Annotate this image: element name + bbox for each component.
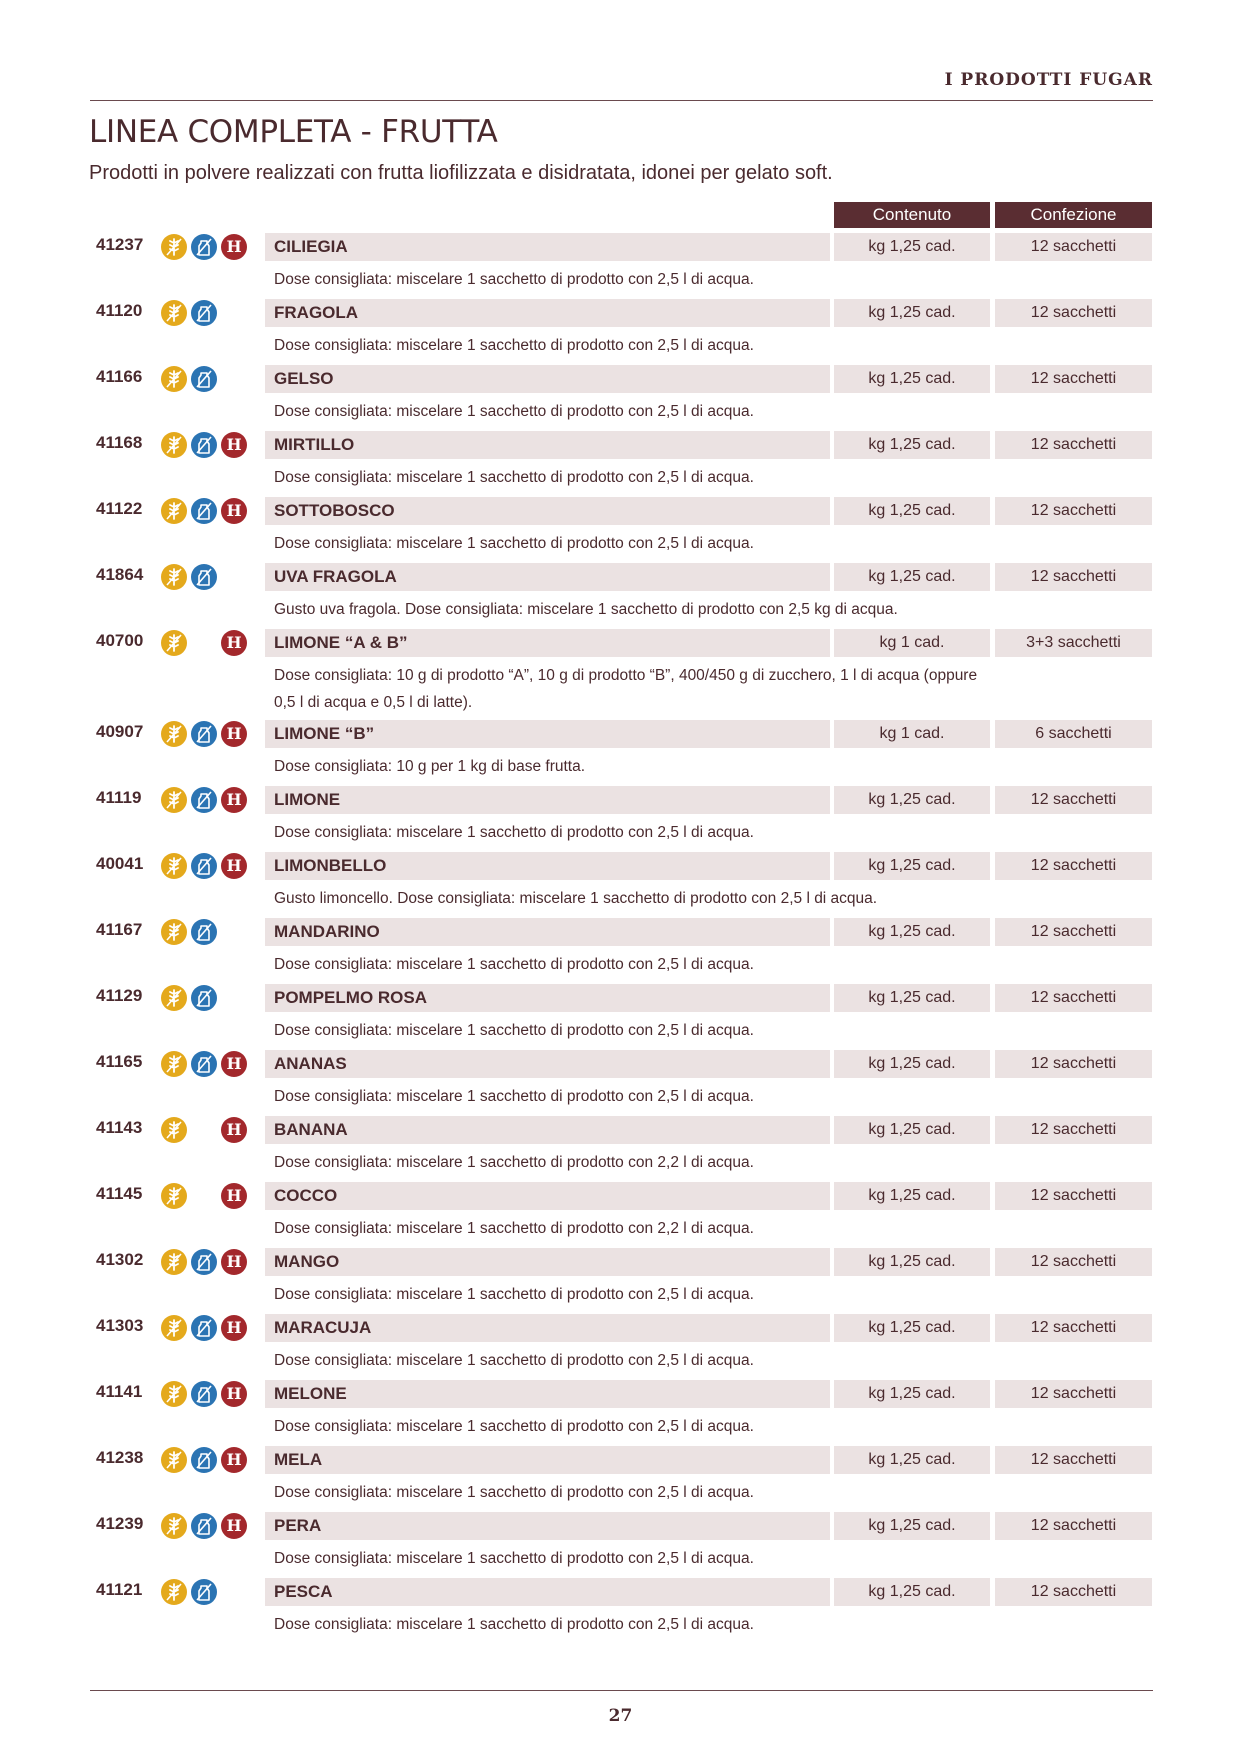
product-confezione: 12 sacchetti <box>1030 923 1117 940</box>
lactose-free-icon <box>191 432 217 458</box>
product-code: 41166 <box>96 367 143 386</box>
product-name: COCCO <box>274 1186 338 1205</box>
column-header-confezione: Confezione <box>995 202 1152 228</box>
gluten-free-icon <box>161 1381 187 1407</box>
product-confezione: 12 sacchetti <box>1030 791 1117 808</box>
product-code: 41120 <box>96 301 143 320</box>
column-header-contenuto: Contenuto <box>834 202 990 228</box>
product-code: 41141 <box>96 1382 143 1401</box>
lactose-free-icon <box>191 498 217 524</box>
halal-icon: H <box>221 1051 247 1077</box>
running-head: I PRODOTTI FUGAR <box>944 70 1153 90</box>
product-description: Dose consigliata: miscelare 1 sacchetto di prodotto con 2,5 l di acqua. <box>274 1088 754 1105</box>
product-description: Gusto uva fragola. Dose consigliata: miscelare 1 sacchetto di prodotto con 2,5 kg di acqua. <box>274 601 898 618</box>
row-background-name <box>265 1380 830 1408</box>
product-description: Dose consigliata: miscelare 1 sacchetto di prodotto con 2,5 l di acqua. <box>274 1022 754 1039</box>
product-confezione: 12 sacchetti <box>1030 989 1117 1006</box>
gluten-free-icon <box>161 787 187 813</box>
gluten-free-icon <box>161 853 187 879</box>
product-code: 41167 <box>96 920 143 939</box>
lactose-free-icon <box>191 1315 217 1341</box>
lactose-free-icon <box>191 234 217 260</box>
product-contenuto: kg 1,25 cad. <box>868 304 956 321</box>
product-description: Dose consigliata: miscelare 1 sacchetto di prodotto con 2,5 l di acqua. <box>274 1550 754 1567</box>
row-background-name <box>265 786 830 814</box>
product-name: LIMONE “A & B” <box>274 633 408 652</box>
row-background-name <box>265 1446 830 1474</box>
page-subtitle: Prodotti in polvere realizzati con frutta liofilizzata e disidratata, idonei per gelato soft. <box>89 162 833 184</box>
product-confezione: 12 sacchetti <box>1030 1055 1117 1072</box>
gluten-free-icon <box>161 300 187 326</box>
product-name: MANGO <box>274 1252 340 1271</box>
product-name: BANANA <box>274 1120 348 1139</box>
product-confezione: 12 sacchetti <box>1030 1253 1117 1270</box>
product-contenuto: kg 1,25 cad. <box>868 1517 956 1534</box>
halal-icon: H <box>221 234 247 260</box>
product-confezione: 12 sacchetti <box>1030 857 1117 874</box>
row-background-name <box>265 233 830 261</box>
halal-icon: H <box>221 1513 247 1539</box>
row-background-name <box>265 1182 830 1210</box>
page-number: 27 <box>608 1706 633 1726</box>
product-name: PERA <box>274 1516 322 1535</box>
product-name: LIMONE <box>274 790 341 809</box>
halal-icon: H <box>221 1315 247 1341</box>
product-code: 40700 <box>96 631 144 650</box>
product-contenuto: kg 1,25 cad. <box>868 1451 956 1468</box>
product-contenuto: kg 1,25 cad. <box>868 857 956 874</box>
product-confezione: 12 sacchetti <box>1030 304 1117 321</box>
gluten-free-icon <box>161 1315 187 1341</box>
product-icons <box>161 563 251 591</box>
product-name: POMPELMO ROSA <box>274 988 428 1007</box>
gluten-free-icon <box>161 1117 187 1143</box>
product-code: 41143 <box>96 1118 143 1137</box>
gluten-free-icon <box>161 564 187 590</box>
product-description: Dose consigliata: 10 g di prodotto “A”, 10 g di prodotto “B”, 400/450 g di zucchero, 1 l di acqua (oppure 0,5 l di acqua e 0,5 l di latte). <box>274 667 978 711</box>
product-code: 41864 <box>96 565 144 584</box>
product-contenuto: kg 1,25 cad. <box>868 1187 956 1204</box>
product-confezione: 12 sacchetti <box>1030 370 1117 387</box>
product-contenuto: kg 1,25 cad. <box>868 1385 956 1402</box>
product-icons <box>161 629 251 657</box>
product-confezione: 12 sacchetti <box>1030 238 1117 255</box>
product-name: FRAGOLA <box>274 303 359 322</box>
product-contenuto: kg 1,25 cad. <box>868 989 956 1006</box>
product-code: 41119 <box>96 788 142 807</box>
product-description: Dose consigliata: miscelare 1 sacchetto di prodotto con 2,5 l di acqua. <box>274 1616 754 1633</box>
halal-icon: H <box>221 787 247 813</box>
product-name: PESCA <box>274 1582 333 1601</box>
product-icons <box>161 1182 251 1210</box>
product-code: 41129 <box>96 986 143 1005</box>
product-confezione: 12 sacchetti <box>1030 1385 1117 1402</box>
product-description: Dose consigliata: miscelare 1 sacchetto di prodotto con 2,5 l di acqua. <box>274 824 754 841</box>
product-name: LIMONE “B” <box>274 724 375 743</box>
row-background-name <box>265 1578 830 1606</box>
product-code: 41303 <box>96 1316 144 1335</box>
lactose-free-icon <box>191 1447 217 1473</box>
halal-icon: H <box>221 853 247 879</box>
gluten-free-icon <box>161 1513 187 1539</box>
halal-icon: H <box>221 721 247 747</box>
product-description: Dose consigliata: miscelare 1 sacchetto di prodotto con 2,5 l di acqua. <box>274 337 754 354</box>
product-contenuto: kg 1 cad. <box>879 725 945 742</box>
page-title: LINEA COMPLETA - FRUTTA <box>89 114 498 150</box>
product-code: 41122 <box>96 499 143 518</box>
halal-icon: H <box>221 1381 247 1407</box>
product-confezione: 12 sacchetti <box>1030 1517 1117 1534</box>
gluten-free-icon <box>161 1579 187 1605</box>
product-icons <box>161 365 251 393</box>
product-contenuto: kg 1,25 cad. <box>868 238 956 255</box>
halal-icon: H <box>221 1447 247 1473</box>
product-description: Dose consigliata: miscelare 1 sacchetto di prodotto con 2,5 l di acqua. <box>274 1352 754 1369</box>
product-icons <box>161 497 251 525</box>
product-name: UVA FRAGOLA <box>274 567 397 586</box>
product-icons <box>161 852 251 880</box>
product-contenuto: kg 1,25 cad. <box>868 502 956 519</box>
product-description: Dose consigliata: miscelare 1 sacchetto di prodotto con 2,5 l di acqua. <box>274 1484 754 1501</box>
product-icons <box>161 720 251 748</box>
halal-icon: H <box>221 1183 247 1209</box>
lactose-free-icon <box>191 853 217 879</box>
lactose-free-icon <box>191 985 217 1011</box>
product-name: LIMONBELLO <box>274 856 387 875</box>
product-icons <box>161 299 251 327</box>
product-name: MELONE <box>274 1384 347 1403</box>
product-icons <box>161 984 251 1012</box>
product-icons <box>161 1248 251 1276</box>
halal-icon: H <box>221 1117 247 1143</box>
gluten-free-icon <box>161 919 187 945</box>
gluten-free-icon <box>161 1051 187 1077</box>
product-code: 41165 <box>96 1052 143 1071</box>
product-name: MANDARINO <box>274 922 380 941</box>
product-code: 41237 <box>96 235 144 254</box>
product-description: Dose consigliata: miscelare 1 sacchetto di prodotto con 2,5 l di acqua. <box>274 956 754 973</box>
row-background-name <box>265 1248 830 1276</box>
lactose-free-icon <box>191 721 217 747</box>
product-icons <box>161 1380 251 1408</box>
product-description: Dose consigliata: miscelare 1 sacchetto di prodotto con 2,2 l di acqua. <box>274 1154 754 1171</box>
gluten-free-icon <box>161 234 187 260</box>
gluten-free-icon <box>161 366 187 392</box>
product-name: SOTTOBOSCO <box>274 501 395 520</box>
product-icons <box>161 1116 251 1144</box>
halal-icon: H <box>221 432 247 458</box>
product-confezione: 12 sacchetti <box>1030 1187 1117 1204</box>
lactose-free-icon <box>191 1513 217 1539</box>
product-icons <box>161 1050 251 1078</box>
row-background-name <box>265 1512 830 1540</box>
gluten-free-icon <box>161 498 187 524</box>
product-description: Dose consigliata: miscelare 1 sacchetto di prodotto con 2,5 l di acqua. <box>274 535 754 552</box>
product-confezione: 12 sacchetti <box>1030 1583 1117 1600</box>
lactose-free-icon <box>191 919 217 945</box>
gluten-free-icon <box>161 1447 187 1473</box>
product-contenuto: kg 1,25 cad. <box>868 1319 956 1336</box>
product-icons <box>161 431 251 459</box>
row-background-name <box>265 365 830 393</box>
product-code: 41302 <box>96 1250 144 1269</box>
lactose-free-icon <box>191 1051 217 1077</box>
lactose-free-icon <box>191 1381 217 1407</box>
product-icons <box>161 786 251 814</box>
product-confezione: 3+3 sacchetti <box>1026 634 1121 651</box>
product-description: Dose consigliata: miscelare 1 sacchetto di prodotto con 2,2 l di acqua. <box>274 1220 754 1237</box>
row-background-name <box>265 1116 830 1144</box>
lactose-free-icon <box>191 1579 217 1605</box>
product-name: CILIEGIA <box>274 237 348 256</box>
lactose-free-icon <box>191 366 217 392</box>
product-confezione: 6 sacchetti <box>1035 725 1112 742</box>
product-contenuto: kg 1,25 cad. <box>868 791 956 808</box>
product-code: 41238 <box>96 1448 144 1467</box>
product-code: 41239 <box>96 1514 144 1533</box>
product-name: MARACUJA <box>274 1318 372 1337</box>
lactose-free-icon <box>191 787 217 813</box>
gluten-free-icon <box>161 432 187 458</box>
product-contenuto: kg 1,25 cad. <box>868 1121 956 1138</box>
product-contenuto: kg 1 cad. <box>879 634 945 651</box>
product-icons <box>161 1446 251 1474</box>
product-contenuto: kg 1,25 cad. <box>868 568 956 585</box>
row-background-name <box>265 1050 830 1078</box>
product-code: 40907 <box>96 722 144 741</box>
product-description: Gusto limoncello. Dose consigliata: miscelare 1 sacchetto di prodotto con 2,5 l di acqua. <box>274 890 878 907</box>
gluten-free-icon <box>161 1183 187 1209</box>
product-code: 41145 <box>96 1184 143 1203</box>
product-contenuto: kg 1,25 cad. <box>868 923 956 940</box>
product-description: Dose consigliata: 10 g per 1 kg di base frutta. <box>274 758 586 775</box>
product-code: 40041 <box>96 854 144 873</box>
product-confezione: 12 sacchetti <box>1030 1121 1117 1138</box>
gluten-free-icon <box>161 721 187 747</box>
product-name: MELA <box>274 1450 323 1469</box>
lactose-free-icon <box>191 300 217 326</box>
product-description: Dose consigliata: miscelare 1 sacchetto di prodotto con 2,5 l di acqua. <box>274 271 754 288</box>
product-contenuto: kg 1,25 cad. <box>868 436 956 453</box>
gluten-free-icon <box>161 1249 187 1275</box>
product-icons <box>161 1512 251 1540</box>
product-contenuto: kg 1,25 cad. <box>868 370 956 387</box>
product-name: MIRTILLO <box>274 435 355 454</box>
product-confezione: 12 sacchetti <box>1030 502 1117 519</box>
product-description: Dose consigliata: miscelare 1 sacchetto di prodotto con 2,5 l di acqua. <box>274 1418 754 1435</box>
product-code: 41168 <box>96 433 143 452</box>
product-description: Dose consigliata: miscelare 1 sacchetto di prodotto con 2,5 l di acqua. <box>274 403 754 420</box>
product-contenuto: kg 1,25 cad. <box>868 1055 956 1072</box>
gluten-free-icon <box>161 630 187 656</box>
halal-icon: H <box>221 498 247 524</box>
product-code: 41121 <box>96 1580 143 1599</box>
product-icons <box>161 918 251 946</box>
product-contenuto: kg 1,25 cad. <box>868 1583 956 1600</box>
halal-icon: H <box>221 630 247 656</box>
top-divider <box>90 100 1153 101</box>
lactose-free-icon <box>191 564 217 590</box>
product-confezione: 12 sacchetti <box>1030 1319 1117 1336</box>
product-icons <box>161 1314 251 1342</box>
gluten-free-icon <box>161 985 187 1011</box>
product-confezione: 12 sacchetti <box>1030 1451 1117 1468</box>
product-icons <box>161 1578 251 1606</box>
product-contenuto: kg 1,25 cad. <box>868 1253 956 1270</box>
halal-icon: H <box>221 1249 247 1275</box>
product-confezione: 12 sacchetti <box>1030 436 1117 453</box>
product-description: Dose consigliata: miscelare 1 sacchetto di prodotto con 2,5 l di acqua. <box>274 469 754 486</box>
bottom-divider <box>90 1690 1153 1691</box>
product-name: ANANAS <box>274 1054 347 1073</box>
product-confezione: 12 sacchetti <box>1030 568 1117 585</box>
product-icons <box>161 233 251 261</box>
product-description: Dose consigliata: miscelare 1 sacchetto di prodotto con 2,5 l di acqua. <box>274 1286 754 1303</box>
product-name: GELSO <box>274 369 334 388</box>
lactose-free-icon <box>191 1249 217 1275</box>
